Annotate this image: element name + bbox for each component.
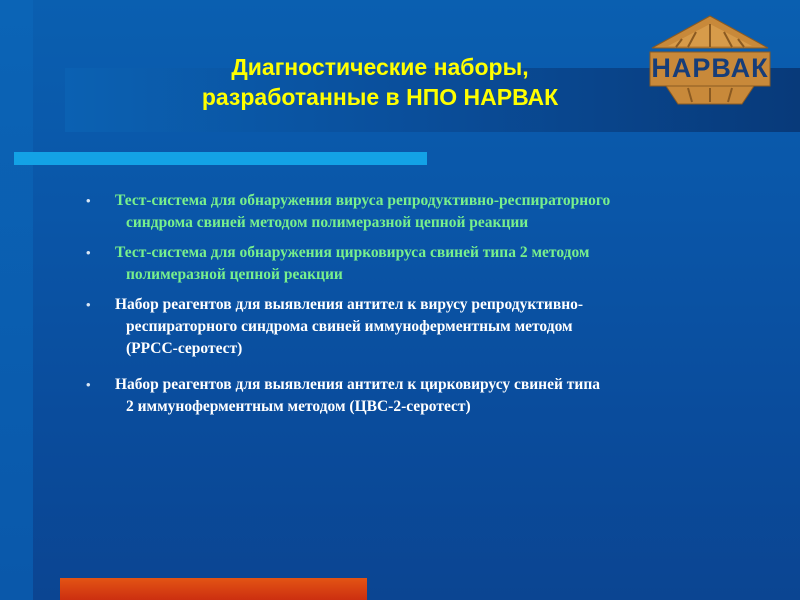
bullet-marker: • (86, 297, 91, 312)
slide-title-line-1: Диагностические наборы, (231, 54, 529, 80)
slide-title-line-2: разработанные в НПО НАРВАК (201, 84, 559, 110)
bullet-marker: • (86, 193, 91, 208)
bullet-marker: • (86, 377, 91, 392)
bullet-3-line-2: респираторного синдрома свиней иммуноферментным методом (126, 318, 573, 335)
logo-wordmark: НАРВАК (651, 53, 769, 83)
left-decor-band (0, 0, 33, 600)
bullet-1-line-1: Тест-система для обнаружения вируса репродуктивно-респираторного (115, 192, 611, 209)
accent-bar (14, 152, 427, 165)
bullet-item-4 (86, 374, 766, 418)
bullet-3-line-3: (РРСС-серотест) (126, 340, 243, 357)
bullet-2-line-1: Тест-система для обнаружения цирковируса свиней типа 2 методом (115, 244, 590, 261)
slide-title (140, 52, 620, 112)
bullet-4-line-1: Набор реагентов для выявления антител к цирковирусу свиней типа (115, 376, 601, 393)
bullet-3-line-1: Набор реагентов для выявления антител к вирусу репродуктивно- (115, 296, 584, 313)
bullet-1-line-2: синдрома свиней методом полимеразной цепной реакции (126, 214, 529, 231)
bullet-2-line-2: полимеразной цепной реакции (126, 266, 343, 283)
bullet-item-2 (86, 242, 766, 286)
bullet-item-1 (86, 190, 766, 234)
bullet-item-3 (86, 294, 766, 360)
bullet-marker: • (86, 245, 91, 260)
bullet-4-line-2: 2 иммуноферментным методом (ЦВС-2-серотест) (126, 398, 471, 415)
bullet-list (86, 190, 766, 426)
bottom-accent-bar (60, 578, 367, 600)
